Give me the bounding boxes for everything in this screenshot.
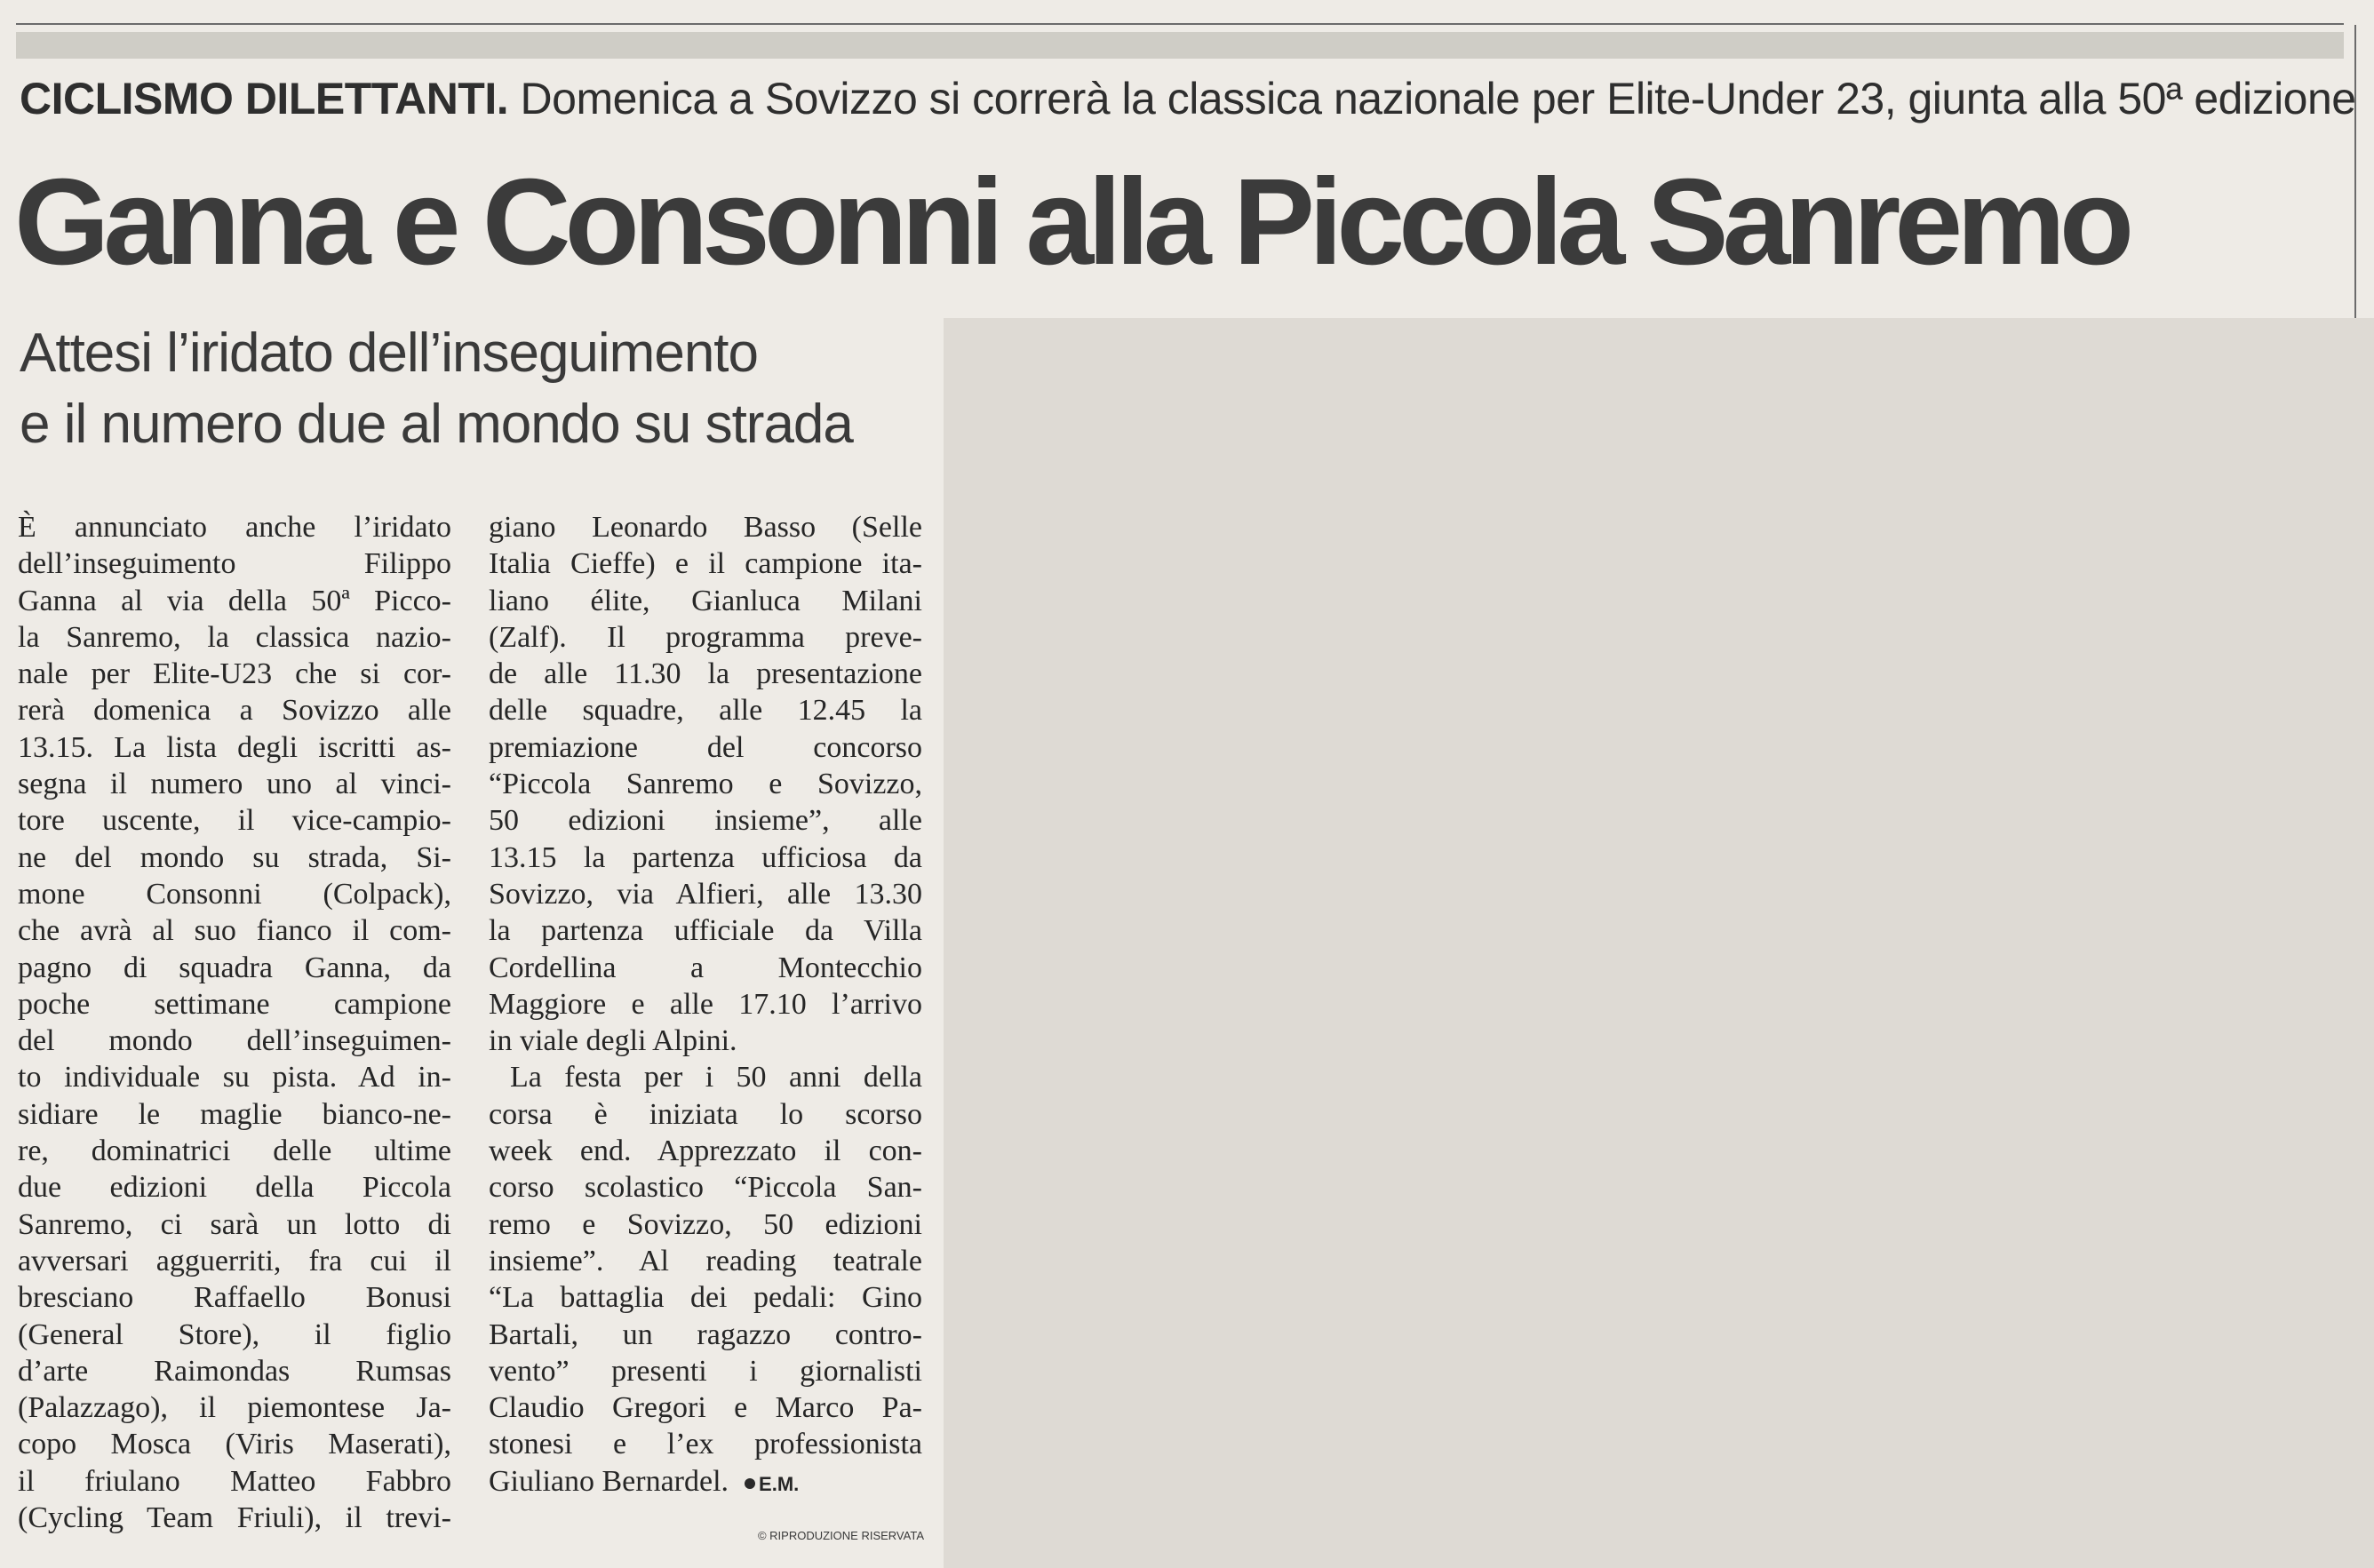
text-line: che avrà al suo fianco il com-: [18, 914, 451, 948]
text-line: bresciano Raffaello Bonusi: [18, 1281, 451, 1315]
text-line: d’arte Raimondas Rumsas: [18, 1354, 451, 1388]
text-line: il friulano Matteo Fabbro: [18, 1464, 451, 1498]
text-line: remo e Sovizzo, 50 edizioni: [489, 1207, 922, 1241]
headline: Ganna e Consonni alla Piccola Sanremo: [14, 154, 2129, 291]
text-line: poche settimane campione: [18, 987, 451, 1021]
text-line: Cordellina a Montecchio: [489, 951, 922, 984]
subheadline-line: e il numero due al mondo su strada: [20, 394, 853, 455]
text-line: giano Leonardo Basso (Selle: [489, 511, 922, 544]
text-line: Maggiore e alle 17.10 l’arrivo: [489, 987, 922, 1021]
text-line: 50 edizioni insieme”, alle: [489, 804, 922, 838]
text-line: segna il numero uno al vinci-: [18, 768, 451, 801]
top-rule: [16, 23, 2344, 25]
text-line: insieme”. Al reading teatrale: [489, 1244, 922, 1277]
text-line: stonesi e l’ex professionista: [489, 1428, 922, 1461]
text-line: 13.15 la partenza ufficiosa da: [489, 840, 922, 874]
text-line: “La battaglia dei pedali: Gino: [489, 1281, 922, 1315]
text-line: due edizioni della Piccola: [18, 1171, 451, 1205]
text-line-final: [489, 1463, 922, 1500]
text-line: tore uscente, il vice-campio-: [18, 804, 451, 838]
text-line: delle squadre, alle 12.45 la: [489, 694, 922, 728]
kicker-text: Domenica a Sovizzo si correrà la classica nazionale per Elite-Under 23, giunta alla 50ª edizione: [508, 74, 2356, 123]
text-line: la Sanremo, la classica nazio-: [18, 620, 451, 654]
kicker-label: CICLISMO DILETTANTI.: [20, 74, 509, 123]
text-line: de alle 11.30 la presentazione: [489, 657, 922, 691]
text-line: nale per Elite-U23 che si cor-: [18, 657, 451, 691]
text-line: premiazione del concorso: [489, 730, 922, 764]
text-line: re, dominatrici delle ultime: [18, 1134, 451, 1168]
text-line: Sanremo, ci sarà un lotto di: [18, 1207, 451, 1241]
copyright-notice: © RIPRODUZIONE RISERVATA: [757, 1529, 924, 1542]
text-line: del mondo dell’inseguimen-: [18, 1024, 451, 1058]
subheadline-line: Attesi l’iridato dell’inseguimento: [20, 322, 759, 384]
kicker: [20, 68, 2356, 130]
text-line: avversari agguerriti, fra cui il: [18, 1244, 451, 1277]
text-line: Ganna al via della 50ª Picco-: [18, 584, 451, 617]
text-line: (Cycling Team Friuli), il trevi-: [18, 1501, 451, 1535]
text-line: (Zalf). Il programma preve-: [489, 620, 922, 654]
text-line: Italia Cieffe) e il campione ita-: [489, 547, 922, 581]
text-line: liano élite, Gianluca Milani: [489, 584, 922, 617]
text-line: corsa è iniziata lo scorso: [489, 1097, 922, 1131]
text-line: in viale degli Alpini.: [489, 1024, 737, 1058]
text-line: to individuale su pista. Ad in-: [18, 1061, 451, 1094]
text-line: 13.15. La lista degli iscritti as-: [18, 730, 451, 764]
text-line: Sovizzo, via Alfieri, alle 13.30: [489, 877, 922, 911]
subheadline: [20, 318, 926, 460]
text-line: Giuliano Bernardel.: [489, 1464, 729, 1498]
section-band: [16, 32, 2344, 59]
bullet-dot-icon: [745, 1478, 755, 1489]
author-signature: [745, 1473, 799, 1495]
text-column-2: [489, 509, 922, 1500]
text-line: mone Consonni (Colpack),: [18, 877, 451, 911]
text-line: Bartali, un ragazzo contro-: [489, 1317, 922, 1351]
text-line: (Palazzago), il piemontese Ja-: [18, 1391, 451, 1425]
text-line: È annunciato anche l’iridato: [18, 511, 451, 544]
text-line: corso scolastico “Piccola San-: [489, 1171, 922, 1205]
text-line: Claudio Gregori e Marco Pa-: [489, 1391, 922, 1425]
text-line: “Piccola Sanremo e Sovizzo,: [489, 768, 922, 801]
article-body: [0, 318, 944, 1568]
text-line: La festa per i 50 anni della: [510, 1061, 922, 1094]
text-column-1: [18, 509, 451, 1536]
text-line: (General Store), il figlio: [18, 1317, 451, 1351]
text-line: ne del mondo su strada, Si-: [18, 840, 451, 874]
text-line: sidiare le maglie bianco-ne-: [18, 1097, 451, 1131]
text-line: vento” presenti i giornalisti: [489, 1354, 922, 1388]
right-border: [2354, 25, 2356, 318]
text-line: week end. Apprezzato il con-: [489, 1134, 922, 1168]
text-line: dell’inseguimento Filippo: [18, 547, 451, 581]
text-line: la partenza ufficiale da Villa: [489, 914, 922, 948]
text-line: pagno di squadra Ganna, da: [18, 951, 451, 984]
author-initials: E.M.: [759, 1472, 800, 1495]
text-line: rerà domenica a Sovizzo alle: [18, 694, 451, 728]
text-line: copo Mosca (Viris Maserati),: [18, 1428, 451, 1461]
